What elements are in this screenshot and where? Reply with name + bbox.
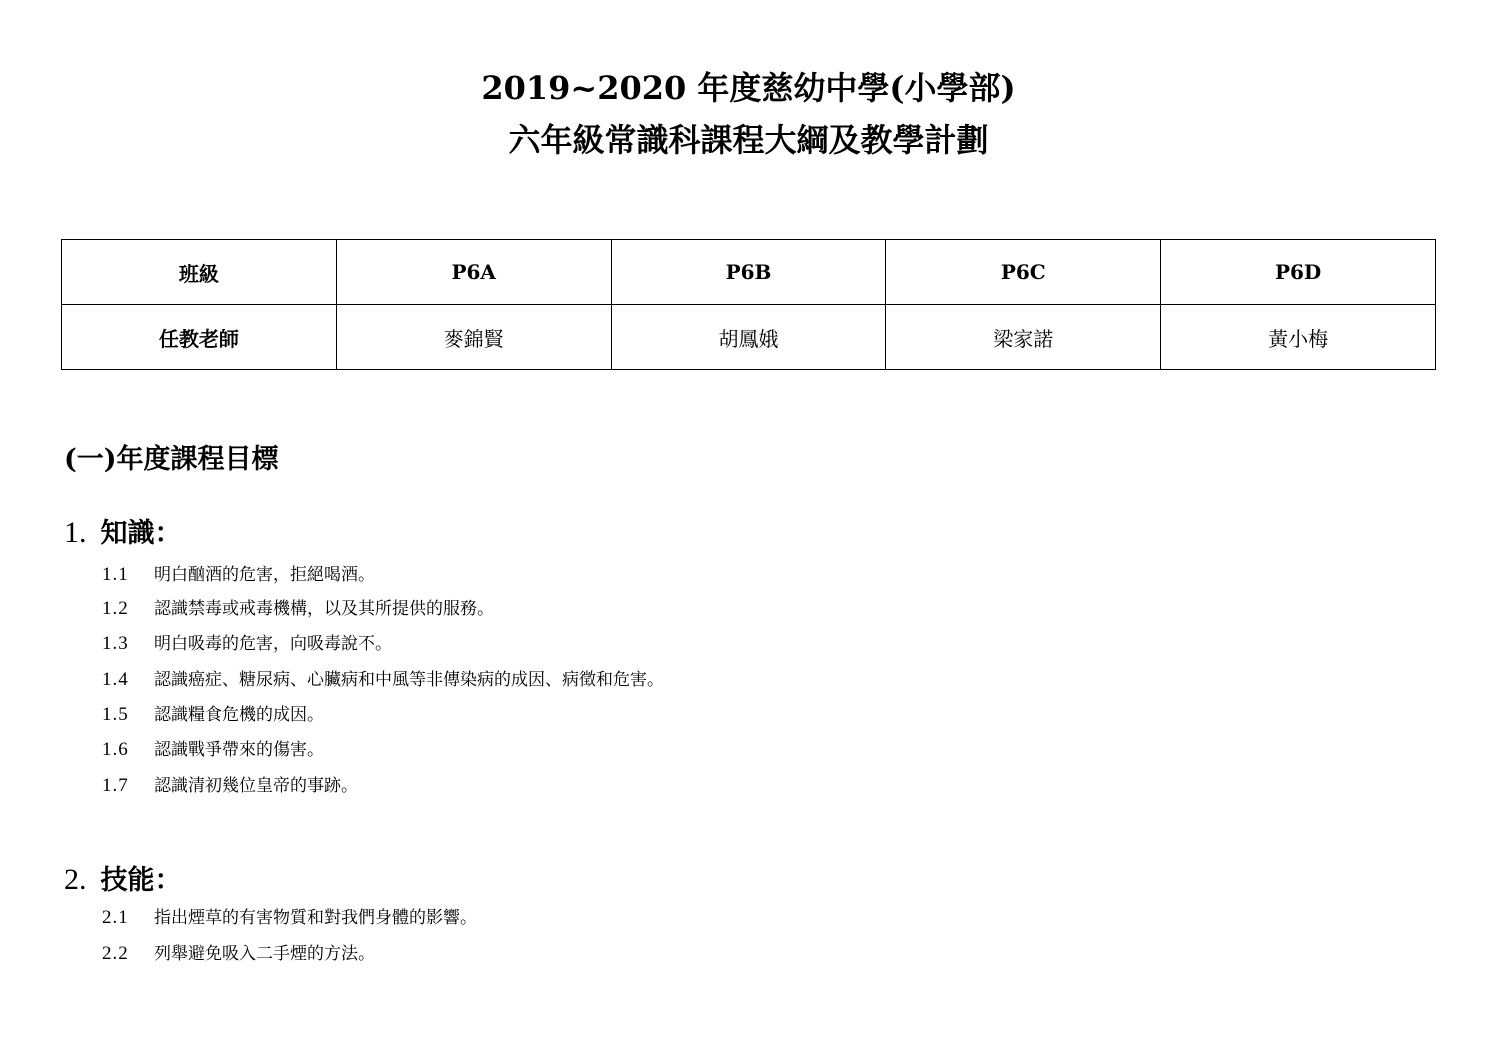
list-item [102,560,375,590]
list-item-text: 明白吸毒的危害，向吸毒說不。 [154,634,392,654]
list-item-text: 認識清初幾位皇帝的事跡。 [154,776,358,796]
list-item-text: 認識戰爭帶來的傷害。 [154,740,324,760]
list-item-text: 明白酗酒的危害，拒絕喝酒。 [154,565,375,585]
teacher-cell-p6d: 黃小梅 [1161,305,1436,370]
section-heading-course-objectives: (一)年度課程目標 [64,444,279,475]
table-row-teachers [62,305,1436,370]
teacher-cell-p6b: 胡鳳娥 [611,305,886,370]
knowledge-number: 1. [64,516,87,549]
skills-heading [64,862,182,899]
list-item-number: 2.2 [102,943,129,964]
list-item-number: 2.1 [102,907,129,928]
list-item [102,939,375,969]
list-item-number: 1.1 [102,564,129,585]
list-item [102,594,494,624]
list-item-number: 1.5 [102,704,129,725]
list-item-number: 1.2 [102,598,129,619]
list-item-number: 1.7 [102,775,129,796]
knowledge-heading [64,515,182,552]
document-title-line-2: 六年級常識科課程大綱及教學計劃 [508,121,989,159]
teacher-cell-p6c: 梁家諾 [886,305,1161,370]
skills-number: 2. [64,863,87,896]
class-label-cell: 班級 [62,240,337,305]
class-cell-p6b: P6B [611,240,886,305]
list-item [102,771,358,801]
class-cell-p6c: P6C [886,240,1161,305]
list-item-number: 1.4 [102,669,129,690]
list-item [102,665,664,695]
table-row-classes [62,240,1436,305]
class-cell-p6d: P6D [1161,240,1436,305]
list-item [102,700,324,730]
list-item-text: 列舉避免吸入二手煙的方法。 [154,944,375,964]
list-item-number: 1.3 [102,633,129,654]
document-title-line-1: 2019~2020 年度慈幼中學(小學部) [481,69,1016,107]
list-item-text: 認識癌症、糖尿病、心臟病和中風等非傳染病的成因、病徵和危害。 [154,670,664,690]
list-item [102,735,324,765]
list-item-text: 認識禁毒或戒毒機構，以及其所提供的服務。 [154,599,494,619]
list-item-text: 認識糧食危機的成因。 [154,705,324,725]
teacher-cell-p6a: 麥錦賢 [336,305,611,370]
class-cell-p6a: P6A [336,240,611,305]
list-item [102,903,477,933]
list-item-text: 指出煙草的有害物質和對我們身體的影響。 [154,908,477,928]
knowledge-title: 知識： [100,518,182,549]
list-item [102,629,392,659]
list-item-number: 1.6 [102,739,129,760]
teacher-label-cell: 任教老師 [62,305,337,370]
skills-title: 技能： [100,865,182,896]
class-teacher-table [61,239,1436,370]
